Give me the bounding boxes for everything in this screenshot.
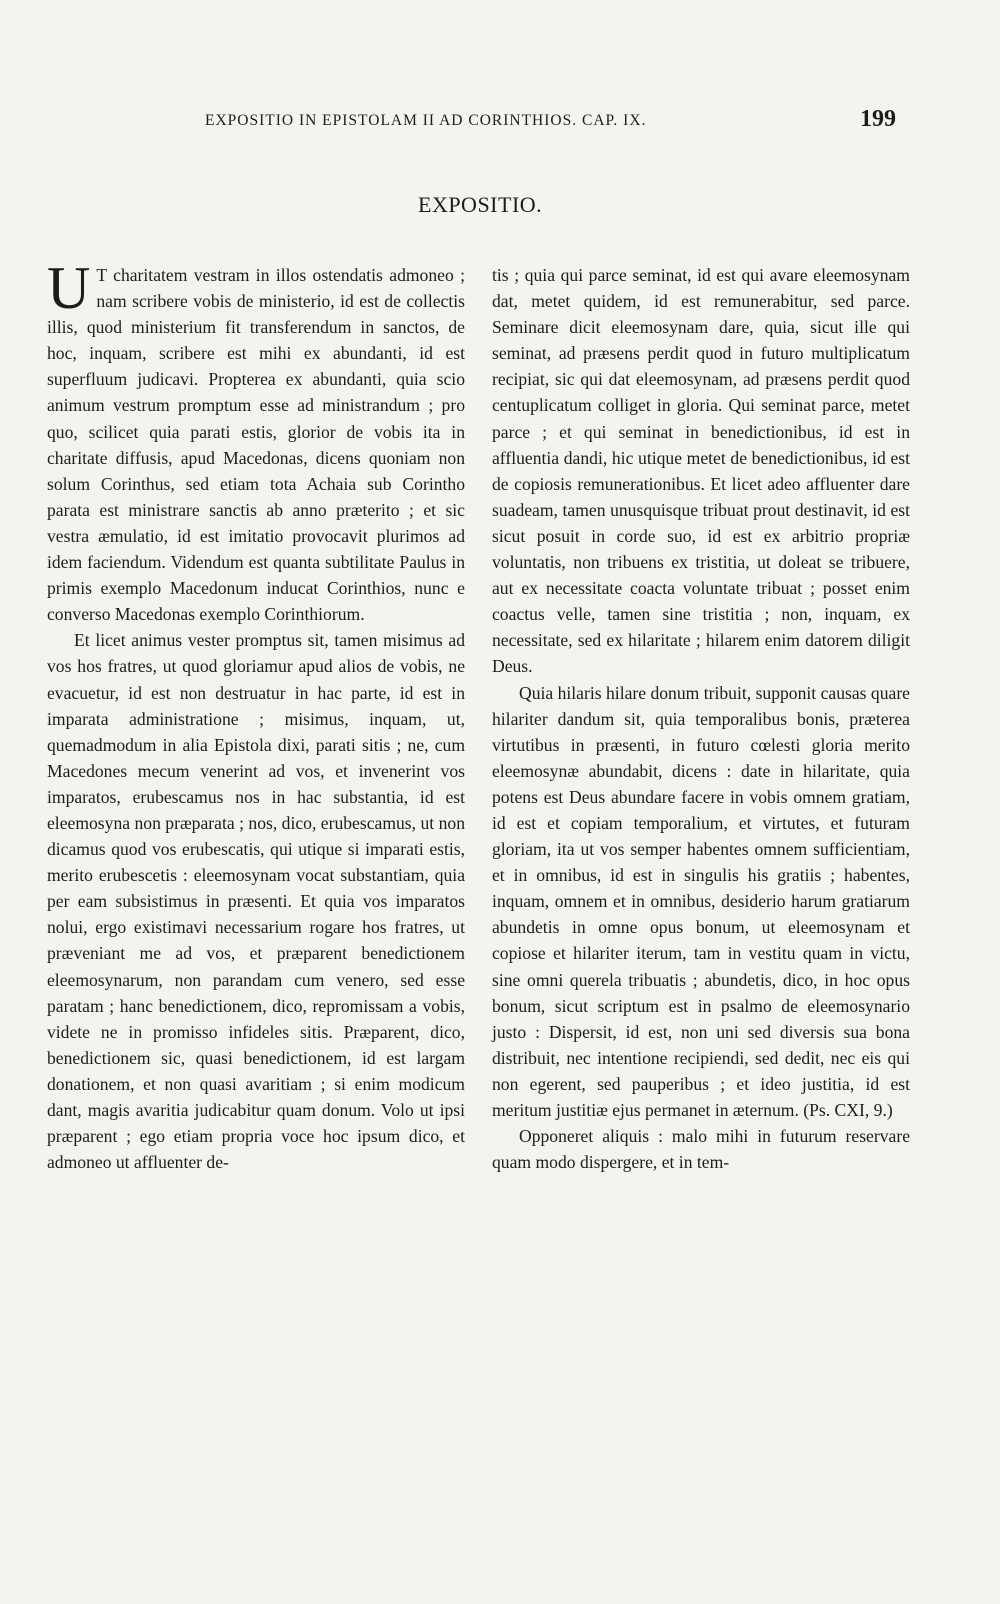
right-column [492,262,910,1175]
paragraph: Quia hilaris hilare donum tribuit, supponit causas quare hilariter dandum sit, quia temporalibus bonis, præterea virtutibus in præsenti, in futuro cœlesti gloria merito eleemosynæ abundabit, dicens : date in hilaritate, quia potens est Deus abundare facere in vobis omnem gratiam, id est et copiam temporalium, et virtutes, et futuram gloriam, ita ut vos semper habentes omnem sufficientiam, et in omnibus, id est in singulis his gratiis ; habentes, inquam, omnem et in omnibus, desiderio harum gratiarum abundetis in omne opus bonum, ut eleemosynam et copiose et hilariter iterum, tam in vestitu quam in victu, sine omni querela tribuatis ; abundetis, dico, in hoc opus bonum, sicut scriptum est in psalmo de eleemosynario justo : Dispersit, id est, non uni sed diversis sua bona distribuit, nec intentione recipiendi, sed dedit, nec eis qui non egerent, sed pauperibus ; et ideo justitia, id est meritum justitiæ ejus permanet in æternum. (Ps. CXI, 9.) [492,682,910,1120]
section-title: EXPOSITIO. [418,192,543,217]
running-head: EXPOSITIO IN EPISTOLAM II AD CORINTHIOS. CAP. IX. [205,112,647,129]
page-number: 199 [860,106,896,132]
paragraph: Et licet animus vester promptus sit, tamen misimus ad vos hos fratres, ut quod gloriamur apud alios de vobis, ne evacuetur, id est non destruatur in hac parte, id est in imparata administratione ; misimus, inquam, ut, quemadmodum in alia Epistola dixi, parati sitis ; ne, cum Macedones mecum venerint ad vos, et invenerint vos imparatos, erubescamus nos in hac substantia, id est eleemosyna non præparata ; nos, dico, erubescamus, ut non dicamus quod vos erubescatis, qui utique si imparati estis, merito erubescetis : eleemosynam vocat substantiam, quia per eam subsistimus in præsenti. Et quia vos imparatos nolui, ergo existimavi necessarium rogare hos fratres, ut præveniant me ad vos, et præparent benedictionem eleemosynarum, non parandam cum venero, sed esse paratam ; hanc benedictionem, dico, repromissam a vobis, videte ne in promisso infideles sitis. Præparent, dico, benedictionem sic, quasi benedictionem, id est largam donationem, et non quasi avaritiam ; si enim modicum dant, magis avaritia judicabitur quam donum. Volo ut ipsi præparent ; ego etiam propria voce hoc ipsum dico, et admoneo ut affluenter de- [47,630,465,1173]
left-column [47,255,465,1175]
paragraph-text: T charitatem vestram in illos ostendatis admoneo ; nam scribere vobis de ministerio, id est de collectis illis, quod ministerium fit transferendum in sanctos, de hoc, inquam, scribere est mihi ex abundanti, id est superfluum judicavi. Propterea ex abundanti, quia scio animum vestrum promptum esse ad ministrandum ; pro quo, scilicet quia parati estis, glorior de vobis ita in charitate diffusis, apud Macedonas, dicens quoniam non solum Corinthus, sed etiam tota Achaia sub Corintho parata est ministrare sanctis ab anno præterito ; et sic vestra æmulatio, id est imitatio provocavit plurimos ad idem faciendum. Videndum est quanta subtilitate Paulus in primis exemplo Macedonum inducat Corinthios, nunc e converso Macedonas exemplo Corinthiorum. [47,265,465,625]
drop-cap: U [47,255,91,321]
paragraph: Opponeret aliquis : malo mihi in futurum reservare quam modo dispergere, et in tem- [492,1126,910,1173]
paragraph: tis ; quia qui parce seminat, id est qui avare eleemosynam dat, metet quidem, id est remunerabitur, sed parce. Seminare dicit eleemosynam dare, quia, sicut ille qui seminat, ad præsens perdit quod in futuro multiplicatum recipiat, sic qui dat eleemosynam, ad præsens perdit quod centuplicatum colliget in gloria. Qui seminat parce, metet parce ; et qui seminat in benedictionibus, id est in affluentia dandi, hic utique metet de benedictionibus, id est de copiosis remunerationibus. Et licet adeo affluenter dare suadeam, tamen unusquisque tribuat prout destinavit, id est sicut posuit in corde suo, id est ex arbitrio propriæ voluntatis, non tribuens ex tristitia, ut doleat se tribuere, aut ex necessitate coacta voluntate tribuat ; posset enim coactus velle, tamen sine tristitia ; non, inquam, ex necessitate, sed ex hilaritate ; hilarem enim datorem diligit Deus. [492,265,910,677]
paragraph [47,255,465,627]
